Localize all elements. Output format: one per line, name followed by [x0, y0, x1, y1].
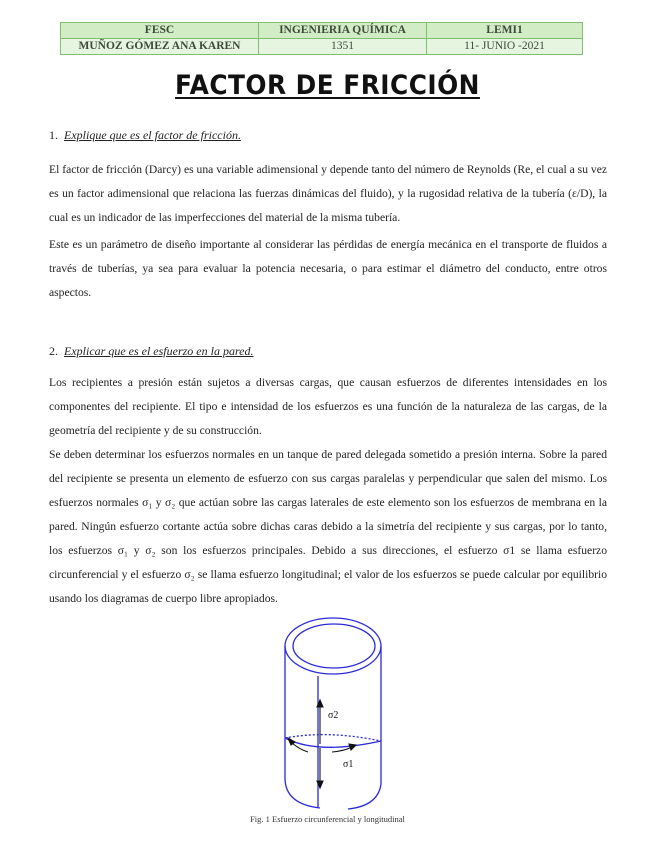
- question-1-text: Explique que es el factor de fricción.: [64, 128, 241, 142]
- cylinder-figure: [268, 608, 398, 813]
- cylinder-top-inner: [293, 624, 375, 668]
- question-2-number: 2.: [49, 344, 58, 358]
- cylinder-ring: [285, 738, 381, 747]
- header-date: 11- JUNIO -2021: [427, 39, 583, 55]
- header-school: FESC: [61, 23, 259, 39]
- cylinder-right-wall: [348, 646, 381, 809]
- paragraph-4: Se deben determinar los esfuerzos normales en un tanque de pared delegada sometido a presión interna. Sobre la pared del recipiente se presenta un elemento de esfuerzo con sus cargas paralelas y perpendicular que salen del mismo. Los esfuerzos normales σ₁ y σ₂ que actúan sobre las cargas laterales de este elemento son los esfuerzos de membrana en la pared. Ningún esfuerzo cortante actúa sobre dichas caras debido a la simetría del recipiente y sus cargas, por lo tanto, los esfuerzos σ₁ y σ₂ son los esfuerzos principales. Debido a sus direcciones, el esfuerzo σ1 se llama esfuerzo circunferencial y el esfuerzo σ₂ se llama esfuerzo longitudinal; el valor de los esfuerzos se puede calcular por equilibrio usando los diagramas de cuerpo libre apropiados.: [49, 448, 607, 605]
- cylinder-left-wall: [285, 646, 320, 808]
- paragraph-3: Los recipientes a presión están sujetos a diversas cargas, que causan esfuerzos de diferentes intensidades en los componentes del recipiente. El tipo e intensidad de los esfuerzos es una función de la naturaleza de las cargas, de la geometría del recipiente y de su construcción.: [49, 376, 607, 437]
- header-student: MUÑOZ GÓMEZ ANA KAREN: [61, 39, 259, 55]
- header-group: 1351: [259, 39, 427, 55]
- header-subject: INGENIERIA QUÍMICA: [259, 23, 427, 39]
- sigma1-label: σ1: [343, 759, 354, 770]
- sigma2-label: σ2: [328, 710, 339, 721]
- header-row-2: [61, 39, 583, 55]
- circumferential-arrowhead-right: [349, 744, 356, 750]
- header-lab: LEMI1: [427, 23, 583, 39]
- paragraph-1: El factor de fricción (Darcy) es una variable adimensional y depende tanto del número de Reynolds (Re, el cual a su vez es un factor adimensional que relaciona las fuerzas dinámicas del fluido), y la rugosidad relativa de la tubería (ε/D), la cual es un indicador de las imperfecciones del material de la misma tubería.: [49, 163, 607, 224]
- figure-caption: Fig. 1 Esfuerzo circunferencial y longitudinal: [250, 814, 405, 824]
- question-2-text: Explicar que es el esfuerzo en la pared.: [64, 344, 254, 358]
- header-table: [60, 22, 583, 55]
- question-2: [49, 344, 254, 359]
- cylinder-diagram: [268, 608, 398, 813]
- cylinder-top-outer: [285, 618, 381, 674]
- header-row-1: [61, 23, 583, 39]
- page-title: FACTOR DE FRICCIÓN: [175, 70, 480, 101]
- paragraph-2: Este es un parámetro de diseño importante al considerar las pérdidas de energía mecánica en el transporte de fluidos a través de tuberías, ya sea para evaluar la potencia necesaria, o para estimar el diámetro del conducto, entre otros aspectos.: [49, 238, 607, 299]
- question-1: [49, 128, 241, 143]
- cylinder-ring-back: [285, 735, 381, 741]
- question-1-number: 1.: [49, 128, 58, 142]
